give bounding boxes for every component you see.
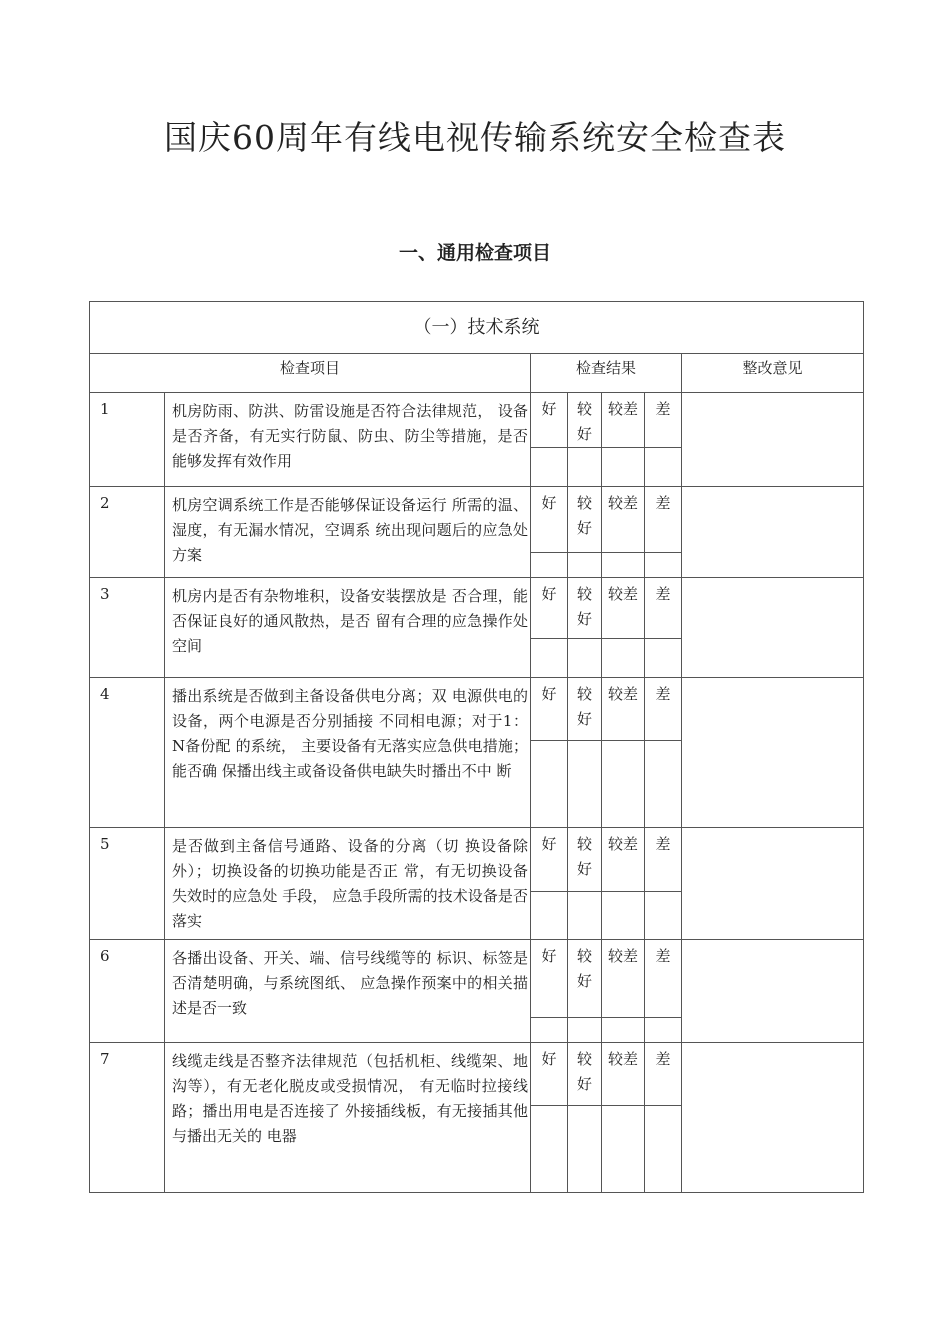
remark-cell[interactable] [682, 487, 864, 578]
result-option-3[interactable]: 差 [645, 578, 682, 639]
result-mark-cell[interactable] [602, 639, 645, 678]
result-option-3[interactable]: 差 [645, 940, 682, 1018]
result-option-1[interactable]: 较好 [568, 578, 602, 639]
result-mark-cell[interactable] [602, 741, 645, 828]
result-option-1[interactable]: 较好 [568, 678, 602, 741]
table-row [90, 678, 864, 741]
result-mark-cell[interactable] [602, 1106, 645, 1193]
result-option-0[interactable]: 好 [531, 678, 568, 741]
row-number: 1 [90, 393, 165, 487]
result-mark-cell[interactable] [645, 1018, 682, 1043]
header-remark: 整改意见 [682, 354, 864, 393]
check-item-text: 机房防雨、防洪、防雷设施是否符合法律规范， 设备是否齐备，有无实行防鼠、防虫、防尘等措施，是否能够发挥有效作用 [165, 393, 531, 487]
result-option-1[interactable]: 较好 [568, 828, 602, 892]
result-option-3[interactable]: 差 [645, 393, 682, 448]
result-mark-cell[interactable] [531, 1018, 568, 1043]
row-number: 2 [90, 487, 165, 578]
result-mark-cell[interactable] [531, 553, 568, 578]
result-mark-cell[interactable] [645, 448, 682, 487]
result-option-2[interactable]: 较差 [602, 393, 645, 448]
result-mark-cell[interactable] [568, 1018, 602, 1043]
result-mark-cell[interactable] [645, 741, 682, 828]
result-option-2[interactable]: 较差 [602, 578, 645, 639]
table-row [90, 578, 864, 639]
header-result: 检查结果 [531, 354, 682, 393]
result-mark-cell[interactable] [568, 1106, 602, 1193]
result-mark-cell[interactable] [568, 448, 602, 487]
table-row [90, 393, 864, 448]
remark-cell[interactable] [682, 578, 864, 678]
check-item-text: 机房内是否有杂物堆积，设备安装摆放是 否合理，能否保证良好的通风散热，是否 留有合理的应急操作处空间 [165, 578, 531, 678]
row-number: 6 [90, 940, 165, 1043]
result-mark-cell[interactable] [602, 553, 645, 578]
check-item-text: 是否做到主备信号通路、设备的分离（切 换设备除外）；切换设备的切换功能是否正 常，有无切换设备失效时的应急处 手段， 应急手段所需的技术设备是否落实 [165, 828, 531, 940]
check-item-text: 各播出设备、开关、端、信号线缆等的 标识、标签是否清楚明确，与系统图纸、 应急操作预案中的相关描述是否一致 [165, 940, 531, 1043]
result-mark-cell[interactable] [602, 892, 645, 940]
result-option-0[interactable]: 好 [531, 1043, 568, 1106]
result-option-2[interactable]: 较差 [602, 487, 645, 553]
result-mark-cell[interactable] [602, 448, 645, 487]
table-row [90, 487, 864, 553]
result-option-2[interactable]: 较差 [602, 828, 645, 892]
result-option-1[interactable]: 较好 [568, 393, 602, 448]
remark-cell[interactable] [682, 678, 864, 828]
result-option-0[interactable]: 好 [531, 487, 568, 553]
remark-cell[interactable] [682, 940, 864, 1043]
check-item-text: 播出系统是否做到主备设备供电分离；双 电源供电的设备，两个电源是否分别插接 不同相电源；对于1： N备份配 的系统， 主要设备有无落实应急供电措施；能否确 保播出线主或备设备供电缺失时播出不中 断 [165, 678, 531, 828]
result-option-3[interactable]: 差 [645, 828, 682, 892]
result-mark-cell[interactable] [568, 553, 602, 578]
row-number: 4 [90, 678, 165, 828]
result-option-3[interactable]: 差 [645, 1043, 682, 1106]
table-row [90, 1043, 864, 1106]
remark-cell[interactable] [682, 393, 864, 487]
row-number: 5 [90, 828, 165, 940]
table-caption: （一）技术系统 [90, 302, 864, 354]
result-mark-cell[interactable] [568, 892, 602, 940]
remark-cell[interactable] [682, 1043, 864, 1193]
result-mark-cell[interactable] [568, 741, 602, 828]
inspection-table [89, 301, 864, 1193]
result-mark-cell[interactable] [645, 553, 682, 578]
result-mark-cell[interactable] [645, 892, 682, 940]
result-option-0[interactable]: 好 [531, 393, 568, 448]
result-mark-cell[interactable] [531, 639, 568, 678]
check-item-text: 机房空调系统工作是否能够保证设备运行 所需的温、湿度，有无漏水情况，空调系 统出现问题后的应急处 方案 [165, 487, 531, 578]
row-number: 3 [90, 578, 165, 678]
check-item-text: 线缆走线是否整齐法律规范（包括机柜、线缆架、地沟等），有无老化脱皮或受损情况， 有无临时拉接线路；播出用电是否连接了 外接插线板，有无接插其他与播出无关的 电器 [165, 1043, 531, 1193]
result-option-0[interactable]: 好 [531, 940, 568, 1018]
result-option-3[interactable]: 差 [645, 678, 682, 741]
result-mark-cell[interactable] [531, 448, 568, 487]
result-option-2[interactable]: 较差 [602, 678, 645, 741]
result-option-0[interactable]: 好 [531, 578, 568, 639]
remark-cell[interactable] [682, 828, 864, 940]
result-option-1[interactable]: 较好 [568, 940, 602, 1018]
table-row [90, 940, 864, 1018]
result-option-3[interactable]: 差 [645, 487, 682, 553]
result-mark-cell[interactable] [645, 1106, 682, 1193]
result-mark-cell[interactable] [602, 1018, 645, 1043]
result-option-2[interactable]: 较差 [602, 940, 645, 1018]
page-title: 国庆60周年有线电视传输系统安全检查表 [164, 118, 786, 157]
result-mark-cell[interactable] [531, 892, 568, 940]
result-mark-cell[interactable] [531, 1106, 568, 1193]
result-mark-cell[interactable] [531, 741, 568, 828]
header-item: 检查项目 [90, 354, 531, 393]
row-number: 7 [90, 1043, 165, 1193]
result-mark-cell[interactable] [568, 639, 602, 678]
result-mark-cell[interactable] [645, 639, 682, 678]
table-row [90, 828, 864, 892]
result-option-1[interactable]: 较好 [568, 487, 602, 553]
result-option-0[interactable]: 好 [531, 828, 568, 892]
result-option-1[interactable]: 较好 [568, 1043, 602, 1106]
result-option-2[interactable]: 较差 [602, 1043, 645, 1106]
section-heading: 一、通用检查项目 [398, 242, 551, 264]
